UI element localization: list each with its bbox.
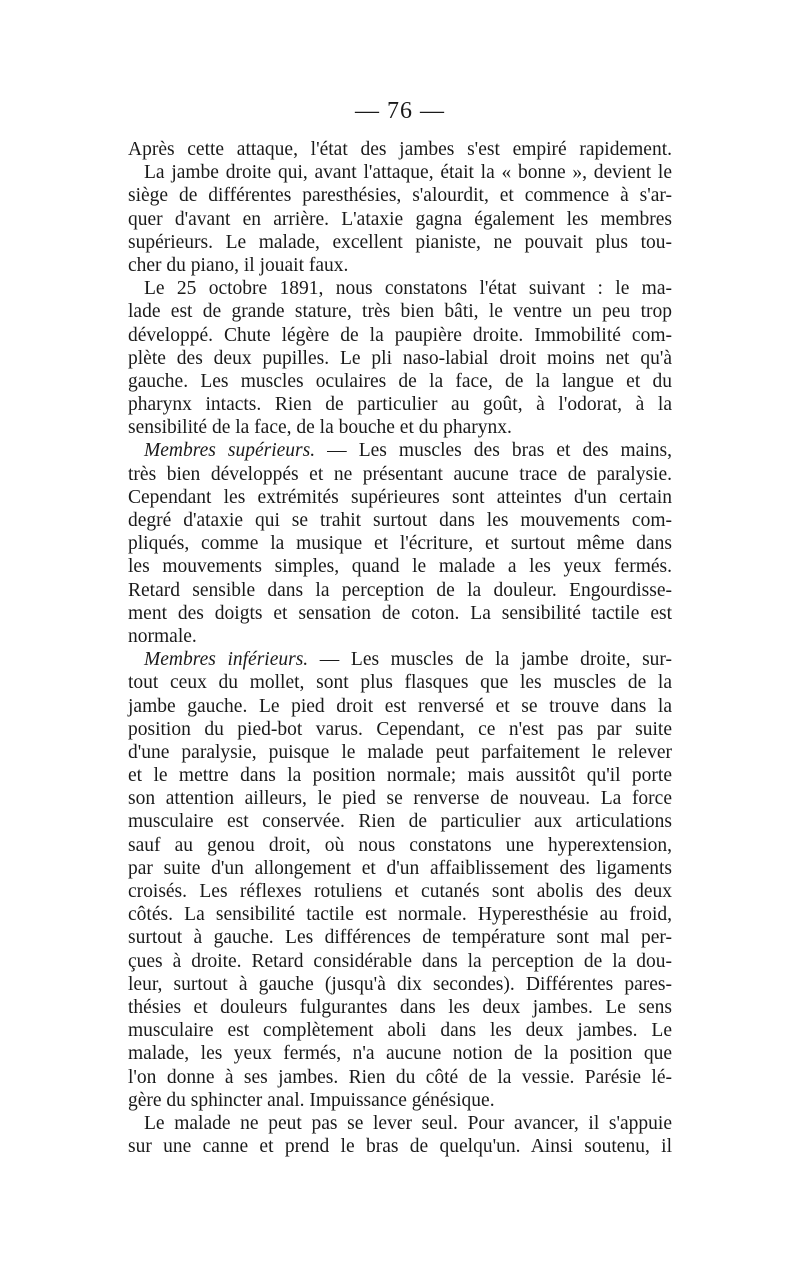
line-text: sensibilité de la face, de la bouche et du pharynx. (128, 417, 512, 439)
line-text: l'on donne à ses jambes. Rien du côté de la vessie. Parésie lé- (128, 1066, 672, 1088)
text-line (128, 161, 672, 184)
text-line (128, 718, 672, 741)
line-text: cher du piano, il jouait faux. (128, 254, 349, 276)
page-number: — 76 — (355, 98, 445, 124)
text-line (128, 254, 672, 277)
text-line (128, 671, 672, 694)
text-line (128, 1066, 672, 1089)
line-text: Le 25 octobre 1891, nous constatons l'état suivant : le ma- (144, 278, 672, 300)
text-line (128, 347, 672, 370)
line-text: plète des deux pupilles. Le pli naso-labial droit moins net qu'à (128, 347, 672, 369)
text-line (128, 648, 672, 671)
line-text: développé. Chute légère de la paupière droite. Immobilité com- (128, 324, 672, 346)
line-text: et le mettre dans la position normale; mais aussitôt qu'il porte (128, 765, 672, 787)
text-line (128, 486, 672, 509)
line-text: siège de différentes paresthésies, s'alourdit, et commence à s'ar- (128, 185, 672, 207)
line-text: d'une paralysie, puisque le malade peut parfaitement le relever (128, 741, 672, 763)
line-text: — Les muscles des bras et des mains, (315, 440, 673, 462)
text-line (128, 208, 672, 231)
line-text: ment des doigts et sensation de coton. La sensibilité tactile est (128, 602, 672, 624)
text-line (128, 1042, 672, 1065)
line-text: quer d'avant en arrière. L'ataxie gagna également les membres (128, 208, 672, 230)
text-line (128, 903, 672, 926)
line-text: malade, les yeux fermés, n'a aucune notion de la position que (128, 1043, 672, 1065)
text-line (128, 880, 672, 903)
text-line (128, 277, 672, 300)
text-line (128, 463, 672, 486)
italic-heading: Membres supérieurs. (144, 440, 316, 462)
line-text: gauche. Les muscles oculaires de la face, de la langue et du (128, 370, 672, 392)
line-text: thésies et douleurs fulgurantes dans les deux jambes. Le sens (128, 996, 672, 1018)
line-text: les mouvements simples, quand le malade a les yeux fermés. (128, 556, 672, 578)
line-text: — Les muscles de la jambe droite, sur- (308, 649, 672, 671)
line-text: très bien développés et ne présentant aucune trace de paralysie. (128, 463, 672, 485)
line-text: gère du sphincter anal. Impuissance génésique. (128, 1089, 495, 1111)
line-text: jambe gauche. Le pied droit est renversé et se trouve dans la (128, 695, 672, 717)
italic-heading: Membres inférieurs. (144, 649, 309, 671)
text-line (128, 602, 672, 625)
text-line (128, 300, 672, 323)
line-text: musculaire est conservée. Rien de particulier aux articulations (128, 811, 672, 833)
text-line (128, 764, 672, 787)
line-text: La jambe droite qui, avant l'attaque, était la « bonne », devient le (144, 162, 672, 184)
text-line (128, 1112, 672, 1135)
line-text: Cependant les extrémités supérieures sont atteintes d'un certain (128, 486, 672, 508)
line-text: lade est de grande stature, très bien bâti, le ventre un peu trop (128, 301, 672, 323)
line-text: musculaire est complètement aboli dans les deux jambes. Le (128, 1020, 672, 1042)
text-line (128, 579, 672, 602)
line-text: degré d'ataxie qui se trahit surtout dans les mouvements com- (128, 510, 672, 531)
text-line (128, 370, 672, 393)
line-text: pharynx intacts. Rien de particulier au goût, à l'odorat, à la (128, 394, 672, 416)
line-text: Après cette attaque, l'état des jambes s'est empiré rapidement. (128, 139, 672, 160)
line-text: côtés. La sensibilité tactile est normale. Hyperesthésie au froid, (128, 904, 672, 926)
text-line (128, 509, 672, 532)
text-line (128, 695, 672, 718)
text-line (128, 324, 672, 347)
line-text: position du pied-bot varus. Cependant, ce n'est pas par suite (128, 718, 672, 740)
text-line (128, 625, 672, 648)
line-text: par suite d'un allongement et d'un affaiblissement des ligaments (128, 857, 672, 879)
line-text: normale. (128, 625, 197, 647)
line-text: son attention ailleurs, le pied se renverse de nouveau. La force (128, 788, 672, 810)
line-text: Le malade ne peut pas se lever seul. Pour avancer, il s'appuie (144, 1112, 672, 1134)
text-line (128, 741, 672, 764)
text-line (128, 1089, 672, 1112)
text-line (128, 950, 672, 973)
text-line (128, 231, 672, 254)
line-text: leur, surtout à gauche (jusqu'à dix secondes). Différentes pares- (128, 973, 672, 995)
text-line (128, 1019, 672, 1042)
line-text: supérieurs. Le malade, excellent pianiste, ne pouvait plus tou- (128, 231, 672, 253)
text-line (128, 926, 672, 949)
text-line (128, 416, 672, 439)
line-text: croisés. Les réflexes rotuliens et cutanés sont abolis des deux (128, 881, 672, 902)
text-line (128, 996, 672, 1019)
text-line (128, 973, 672, 996)
text-line (128, 439, 672, 462)
text-line (128, 834, 672, 857)
text-line (128, 787, 672, 810)
text-line (128, 1135, 672, 1158)
text-line (128, 857, 672, 880)
text-line (128, 393, 672, 416)
line-text: çues à droite. Retard considérable dans la perception de la dou- (128, 950, 672, 972)
line-text: pliqués, comme la musique et l'écriture, et surtout même dans (128, 533, 672, 555)
body-text (128, 138, 672, 1158)
line-text: Retard sensible dans la perception de la douleur. Engourdisse- (128, 579, 672, 601)
text-line (128, 810, 672, 833)
text-line (128, 532, 672, 555)
text-line (128, 138, 672, 161)
text-line (128, 184, 672, 207)
line-text: surtout à gauche. Les différences de température sont mal per- (128, 927, 672, 949)
line-text: sur une canne et prend le bras de quelqu'un. Ainsi soutenu, il (128, 1136, 672, 1158)
line-text: sauf au genou droit, où nous constatons une hyperextension, (128, 834, 672, 856)
text-line (128, 555, 672, 578)
line-text: tout ceux du mollet, sont plus flasques que les muscles de la (128, 672, 672, 694)
